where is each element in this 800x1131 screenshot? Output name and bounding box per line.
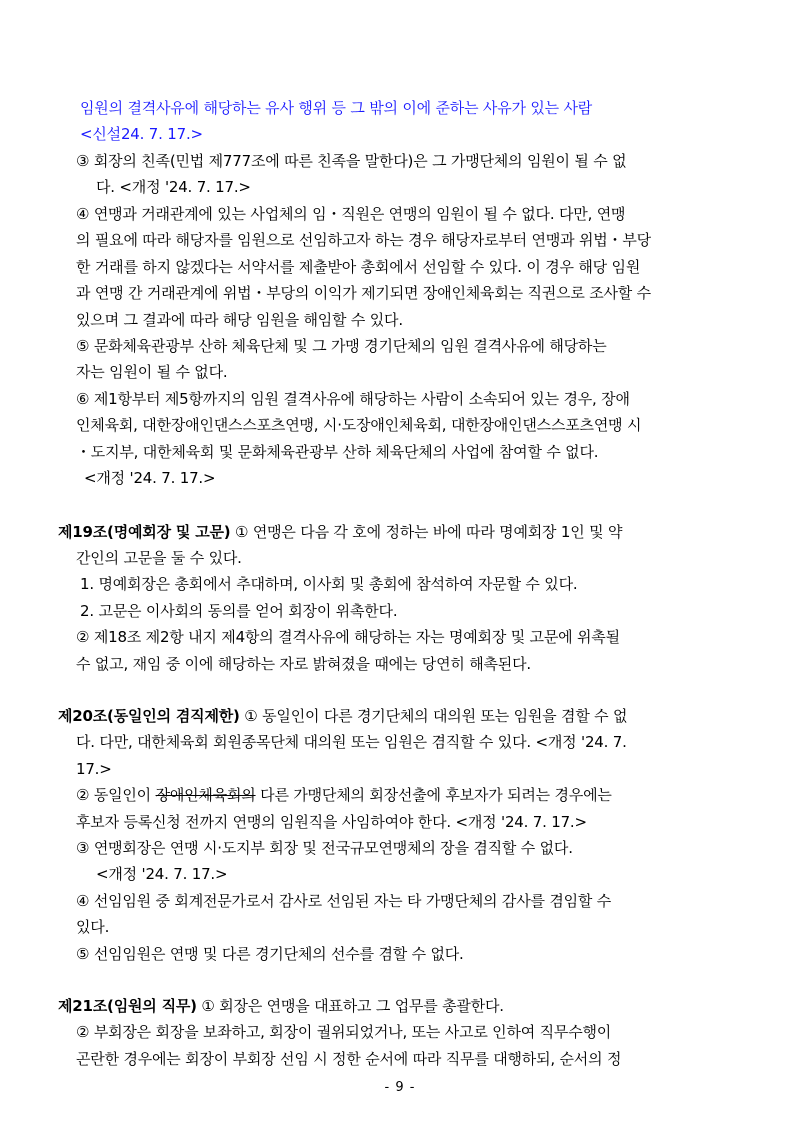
article-21-line <box>58 996 504 1016</box>
paragraph-line: 있으며 그 결과에 따라 해당 임원을 해임할 수 있다. <box>76 311 403 329</box>
text-line: ① 회장은 연맹을 대표하고 그 업무를 총괄한다. <box>201 997 504 1015</box>
paragraph-line: 한 거래를 하지 않겠다는 서약서를 제출받아 총회에서 선임할 수 있다. 이 경우 해당 임원 <box>76 258 641 276</box>
paragraph-line: ⑤ 문화체육관광부 산하 체육단체 및 그 가맹 경기단체의 임원 결격사유에 해당하는 <box>76 337 607 355</box>
paragraph-line: ⑥ 제1항부터 제5항까지의 임원 결격사유에 해당하는 사람이 소속되어 있는 경우, 장애 <box>76 390 630 408</box>
paragraph-line: ・도지부, 대한체육회 및 문화체육관광부 산하 체육단체의 사업에 참여할 수 없다. <box>76 443 599 461</box>
paragraph-line: ③ 연맹회장은 연맹 시·도지부 회장 및 전국규모연맹체의 장을 겸직할 수 없다. <box>76 839 573 857</box>
text-line: ① 동일인이 다른 경기단체의 대의원 또는 임원을 겸할 수 없 <box>244 707 628 725</box>
paragraph-line: 간인의 고문을 둘 수 있다. <box>76 549 242 567</box>
paragraph-line: 후보자 등록신청 전까지 연맹의 임원직을 사임하여야 한다. <개정 '24. 7. 17.> <box>76 813 587 831</box>
list-item: 1. 명예회장은 총회에서 추대하며, 이사회 및 총회에 참석하여 자문할 수 있다. <box>80 575 578 593</box>
paragraph-line: ③ 회장의 친족(민법 제777조에 따른 친족을 말한다)은 그 가맹단체의 임원이 될 수 없 <box>76 152 627 170</box>
article-20-line <box>58 706 627 726</box>
paragraph-line: 17.> <box>76 760 112 778</box>
paragraph-line: 인체육회, 대한장애인댄스스포츠연맹, 시·도장애인체육회, 대한장애인댄스스포츠연맹 시 <box>76 416 642 434</box>
list-item: 2. 고문은 이사회의 동의를 얻어 회장이 위촉한다. <box>80 602 398 620</box>
paragraph-line: ⑤ 선임임원은 연맹 및 다른 경기단체의 선수를 겸할 수 없다. <box>76 945 464 963</box>
paragraph-line: 수 없고, 재임 중 이에 해당하는 자로 밝혀졌을 때에는 당연히 해촉된다. <box>76 655 531 673</box>
paragraph-line: 다. <개정 '24. 7. 17.> <box>96 178 251 196</box>
paragraph-line: <개정 '24. 7. 17.> <box>96 865 228 883</box>
amendment-date: <신설24. 7. 17.> <box>80 125 203 143</box>
paragraph-line: <개정 '24. 7. 17.> <box>84 469 216 487</box>
paragraph-line <box>76 785 612 805</box>
amendment-line <box>80 98 722 118</box>
page-number: - 9 - <box>384 1080 416 1095</box>
article-21-title: 제21조(임원의 직무) <box>58 997 197 1015</box>
deleted-text: 장애인체육회의 <box>155 786 256 804</box>
paragraph-line: 곤란한 경우에는 회장이 부회장 선임 시 정한 순서에 따라 직무를 대행하되, 순서의 정 <box>76 1050 622 1068</box>
article-19-title: 제19조(명예회장 및 고문) <box>58 523 231 541</box>
article-20-title: 제20조(동일인의 겸직제한) <box>58 707 240 725</box>
paragraph-line: 의 필요에 따라 해당자를 임원으로 선임하고자 하는 경우 해당자로부터 연맹과 위법・부당 <box>76 231 651 249</box>
text-line: 임원의 결격사유에 해당하는 유사 행위 등 그 밖의 이에 준하는 사유가 있는 사람 <box>80 99 593 117</box>
paragraph-line: 있다. <box>76 918 110 936</box>
text-segment: ② 동일인이 <box>76 786 151 804</box>
article-19-line <box>58 522 622 542</box>
paragraph-line: 다. 다만, 대한체육회 회원종목단체 대의원 또는 임원은 겸직할 수 있다. <개정 '24. 7. <box>76 733 627 751</box>
paragraph-line: 자는 임원이 될 수 없다. <box>76 363 228 381</box>
paragraph-line: ② 제18조 제2항 내지 제4항의 결격사유에 해당하는 자는 명예회장 및 고문에 위촉될 <box>76 628 620 646</box>
paragraph-line: ④ 선임임원 중 회계전문가로서 감사로 선임된 자는 타 가맹단체의 감사를 겸임할 수 <box>76 892 612 910</box>
text-line: ① 연맹은 다음 각 호에 정하는 바에 따라 명예회장 1인 및 약 <box>235 523 623 541</box>
text-segment: 다른 가맹단체의 회장선출에 후보자가 되려는 경우에는 <box>260 786 612 804</box>
paragraph-line: 과 연맹 간 거래관계에 위법・부당의 이익가 제기되면 장애인체육회는 직권으로 조사할 수 <box>76 284 651 302</box>
paragraph-line: ④ 연맹과 거래관계에 있는 사업체의 임・직원은 연맹의 임원이 될 수 없다. 다만, 연맹 <box>76 205 626 223</box>
paragraph-line: ② 부회장은 회장을 보좌하고, 회장이 궐위되었거나, 또는 사고로 인하여 직무수행이 <box>76 1023 612 1041</box>
